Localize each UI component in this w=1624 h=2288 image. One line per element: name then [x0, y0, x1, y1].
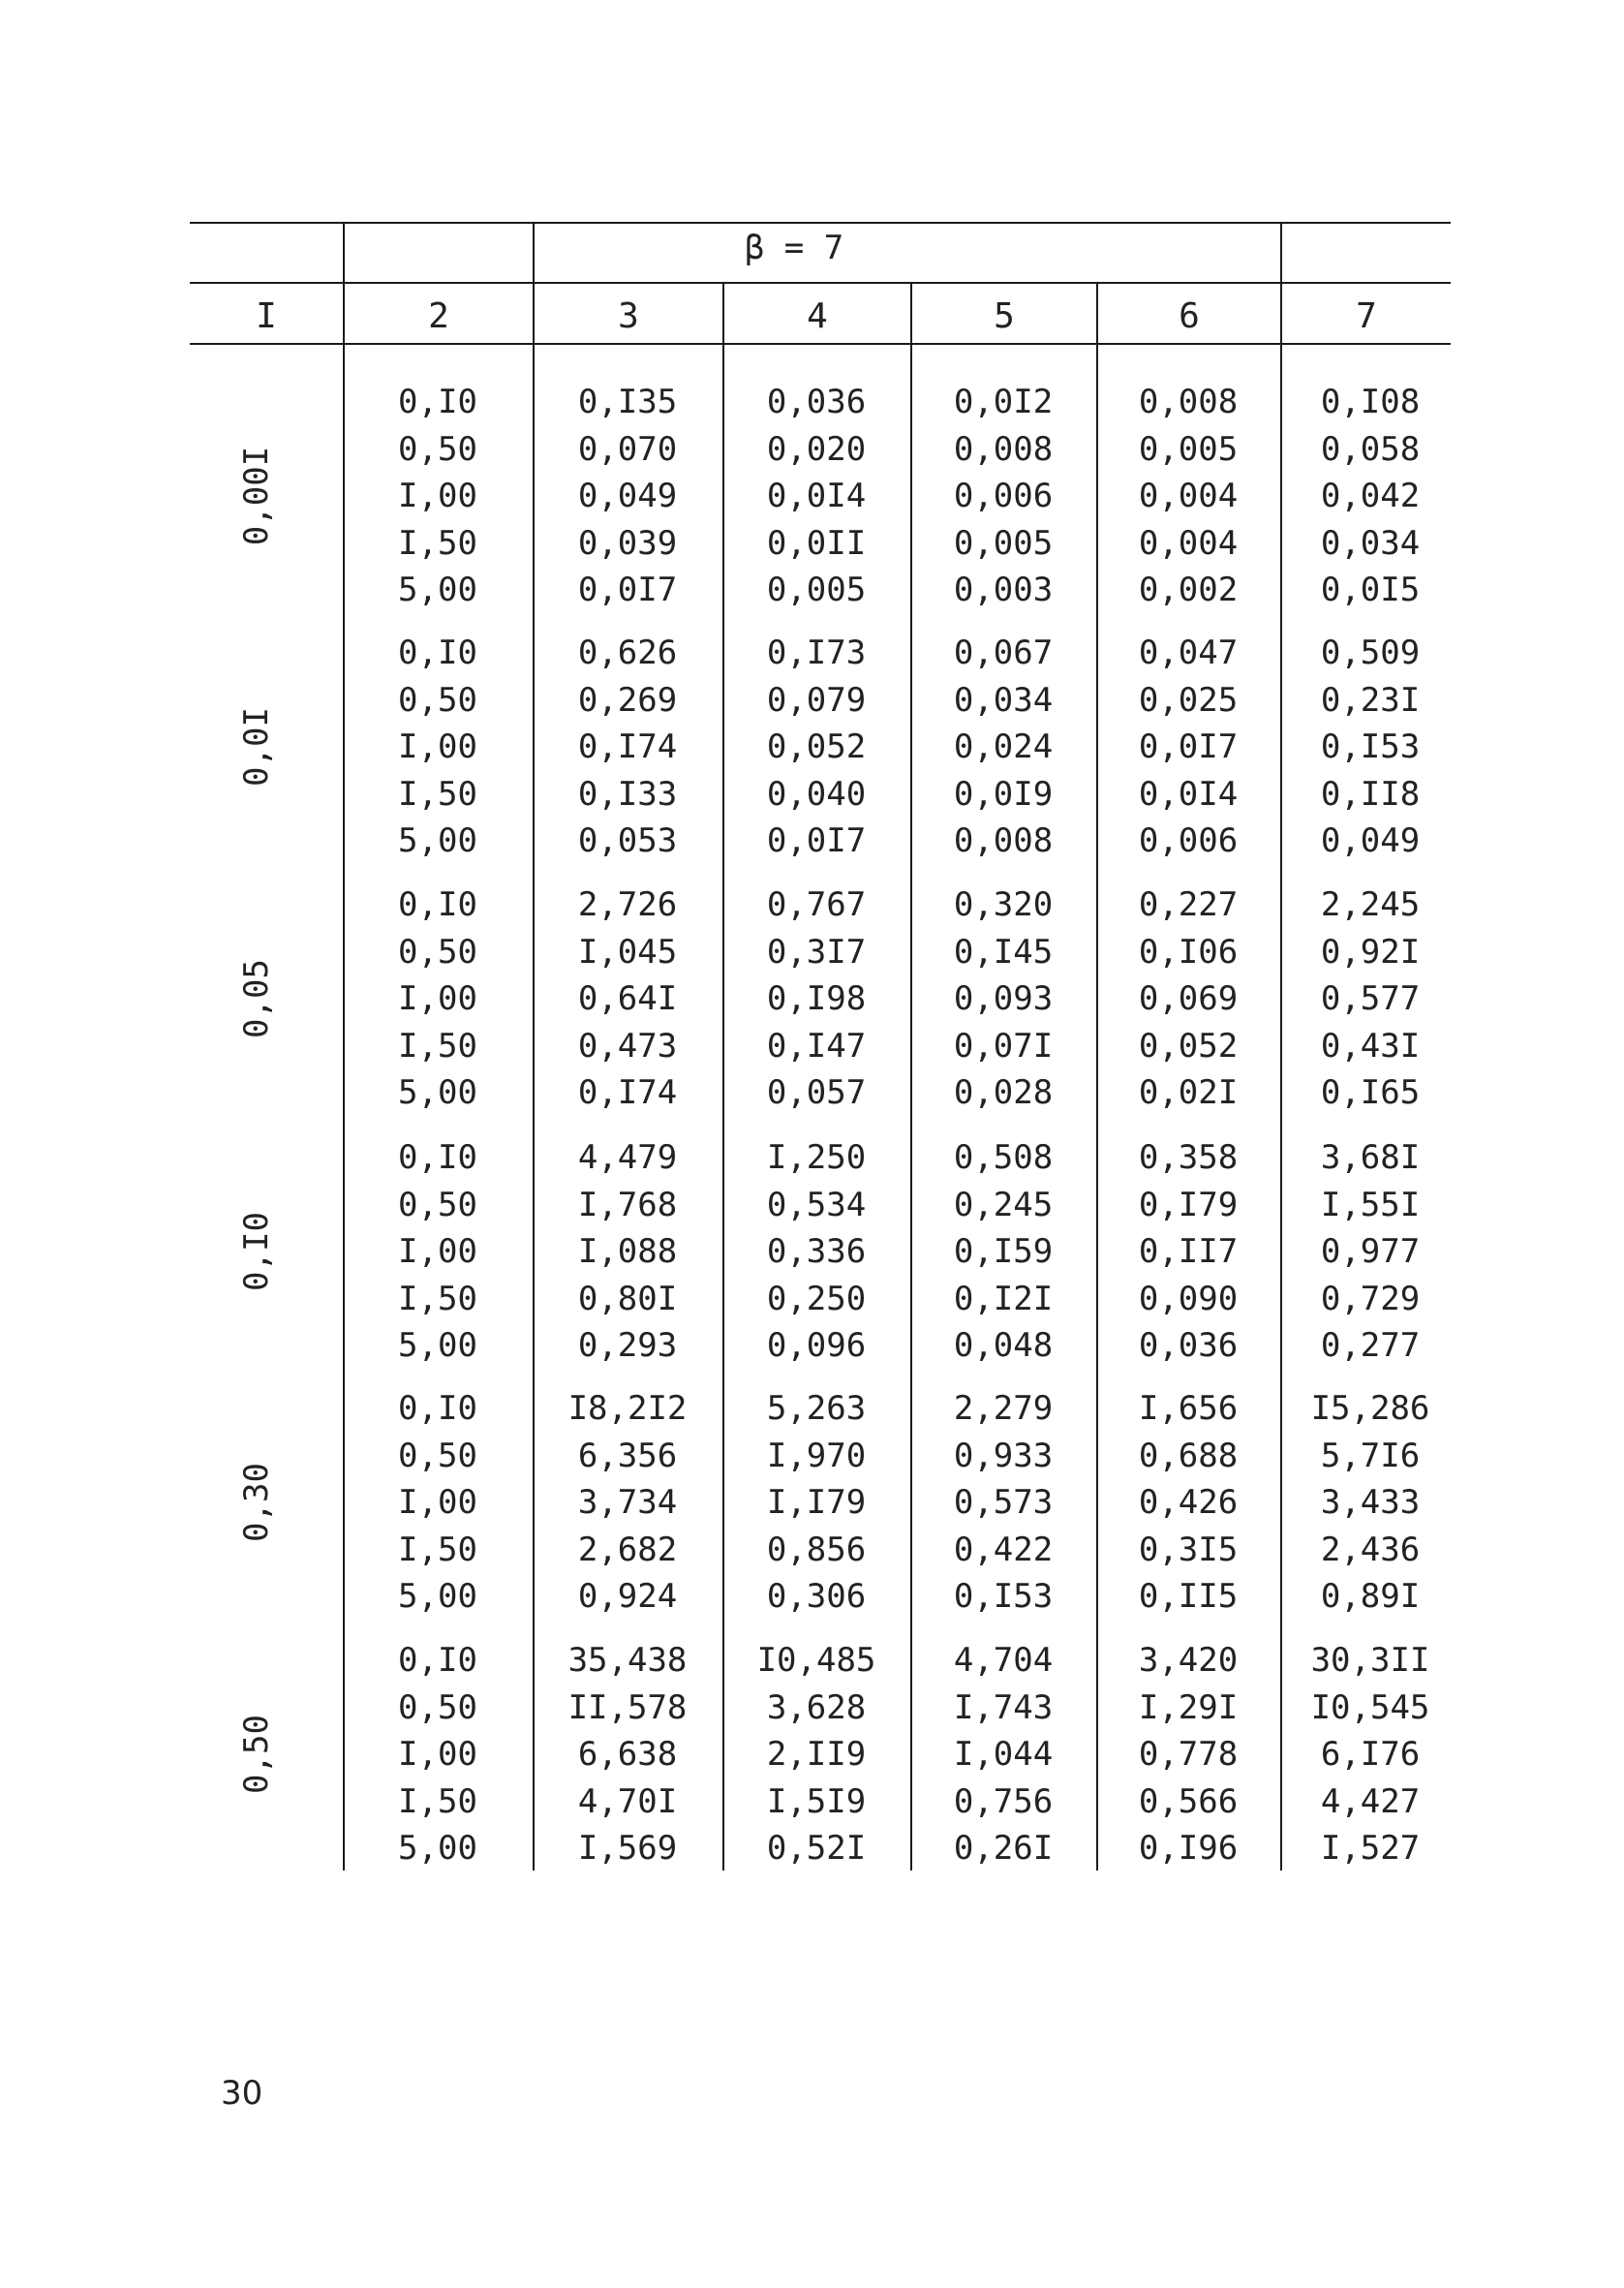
table-cell: 0,577: [1320, 979, 1421, 1018]
group-label: 0,50: [237, 1715, 276, 1794]
table-cell: 0,I74: [577, 727, 678, 766]
table-cell: I,50: [398, 1781, 477, 1821]
table-cell: 0,025: [1138, 680, 1239, 720]
table-cell: 0,053: [577, 821, 678, 860]
table-cell: 0,50: [398, 1436, 477, 1475]
table-cell: 0,II5: [1138, 1577, 1239, 1616]
table-cell: 30,3II: [1310, 1641, 1430, 1680]
table-cell: 0,003: [953, 571, 1054, 609]
group-label: 0,05: [237, 959, 276, 1038]
table-cell: I,00: [398, 1232, 477, 1271]
table-cell: 0,I0: [398, 634, 477, 672]
table-cell: 0,320: [953, 885, 1054, 924]
table-cell: 0,02I: [1138, 1073, 1239, 1112]
table-cell: 4,427: [1320, 1781, 1421, 1821]
table-cell: 0,856: [766, 1530, 867, 1569]
table-cell: 0,008: [953, 429, 1054, 469]
table-cell: 0,I53: [1320, 727, 1421, 766]
table-cell: 0,048: [953, 1326, 1054, 1365]
table-cell: 0,036: [766, 383, 867, 421]
table-cell: 2,245: [1320, 885, 1421, 924]
table-cell: 0,50: [398, 1185, 477, 1224]
table-cell: 4,704: [953, 1641, 1054, 1680]
table-cell: I,044: [953, 1735, 1054, 1774]
table-cell: 0,002: [1138, 571, 1239, 609]
table-cell: 0,0II: [766, 523, 867, 563]
table-cell: 0,07I: [953, 1026, 1054, 1066]
table-cell: I,55I: [1320, 1185, 1421, 1224]
table-cell: 0,767: [766, 885, 867, 924]
table-cell: 0,I2I: [953, 1279, 1054, 1318]
table-cell: 0,509: [1320, 634, 1421, 672]
table-cell: 0,039: [577, 523, 678, 563]
table-cell: I,50: [398, 774, 477, 814]
table-cell: 0,049: [577, 477, 678, 515]
header-bottom-rule: [190, 343, 1451, 345]
table-cell: 0,006: [953, 477, 1054, 515]
table-cell: 0,004: [1138, 523, 1239, 563]
table-cell: 35,438: [567, 1641, 688, 1680]
table-cell: 0,0I4: [1138, 774, 1239, 814]
group-label: 0,30: [237, 1463, 276, 1542]
table-cell: 0,50: [398, 932, 477, 972]
table-cell: I,50: [398, 1026, 477, 1066]
table-cell: 0,069: [1138, 979, 1239, 1018]
table-cell: 4,70I: [577, 1781, 678, 1821]
table-cell: 0,I98: [766, 979, 867, 1018]
table-cell: 2,436: [1320, 1530, 1421, 1569]
table-cell: 3,420: [1138, 1641, 1239, 1680]
table-cell: 0,008: [1138, 383, 1239, 421]
table-cell: I0,545: [1310, 1687, 1430, 1727]
table-cell: 0,0I7: [1138, 727, 1239, 766]
table-cell: 0,729: [1320, 1279, 1421, 1318]
table-cell: 0,566: [1138, 1781, 1239, 1821]
table-cell: 0,0I4: [766, 477, 867, 515]
col-rule-5: [1096, 282, 1098, 1871]
table-cell: 5,00: [398, 1577, 477, 1616]
top-rule: [190, 222, 1451, 224]
table-cell: I,768: [577, 1185, 678, 1224]
table-cell: 6,638: [577, 1735, 678, 1774]
table-cell: 0,052: [766, 727, 867, 766]
table-cell: 0,057: [766, 1073, 867, 1112]
table-cell: I,50: [398, 1530, 477, 1569]
table-cell: I,045: [577, 932, 678, 972]
table-cell: 0,0I2: [953, 383, 1054, 421]
table-cell: 0,028: [953, 1073, 1054, 1112]
table-cell: I5,286: [1310, 1389, 1430, 1428]
table-cell: 0,23I: [1320, 680, 1421, 720]
table-cell: 0,688: [1138, 1436, 1239, 1475]
table-cell: 0,I0: [398, 1138, 477, 1177]
table-cell: 0,3I5: [1138, 1530, 1239, 1569]
table-cell: I,743: [953, 1687, 1054, 1727]
table-cell: II,578: [567, 1687, 688, 1727]
column-header-3: 3: [618, 296, 639, 336]
table-cell: 0,II8: [1320, 774, 1421, 814]
table-cell: 0,I06: [1138, 932, 1239, 972]
table-cell: 3,628: [766, 1687, 867, 1727]
table-cell: 0,034: [953, 680, 1054, 720]
table-cell: 0,778: [1138, 1735, 1239, 1774]
table-cell: I,50: [398, 1279, 477, 1318]
column-header-1: I: [256, 296, 277, 336]
table-cell: 0,227: [1138, 885, 1239, 924]
table-cell: 2,279: [953, 1389, 1054, 1428]
table-cell: 0,0I7: [577, 571, 678, 609]
table-cell: I,970: [766, 1436, 867, 1475]
table-cell: 0,43I: [1320, 1026, 1421, 1066]
table-cell: 0,004: [1138, 477, 1239, 515]
beta-header: β = 7: [744, 229, 844, 267]
table-cell: 0,I65: [1320, 1073, 1421, 1112]
table-cell: I,00: [398, 1483, 477, 1522]
table-cell: I,50: [398, 523, 477, 563]
table-cell: I,527: [1320, 1829, 1421, 1868]
table-cell: 0,I45: [953, 932, 1054, 972]
table-cell: 0,052: [1138, 1026, 1239, 1066]
table-cell: 6,356: [577, 1436, 678, 1475]
table-cell: 0,024: [953, 727, 1054, 766]
table-cell: 0,006: [1138, 821, 1239, 860]
table-cell: 0,047: [1138, 634, 1239, 672]
table-cell: 0,090: [1138, 1279, 1239, 1318]
table-cell: I,088: [577, 1232, 678, 1271]
table-cell: 0,036: [1138, 1326, 1239, 1365]
table-cell: 0,50: [398, 680, 477, 720]
col-rule-2: [533, 222, 535, 1871]
table-cell: 6,I76: [1320, 1735, 1421, 1774]
table-cell: 0,26I: [953, 1829, 1054, 1868]
table-cell: 5,00: [398, 571, 477, 609]
table-cell: 0,096: [766, 1326, 867, 1365]
table-cell: 2,726: [577, 885, 678, 924]
group-label: 0,00I: [237, 446, 276, 546]
table-cell: 0,034: [1320, 523, 1421, 563]
col-rule-4: [910, 282, 912, 1871]
table-cell: 0,II7: [1138, 1232, 1239, 1271]
table-cell: 5,263: [766, 1389, 867, 1428]
table-cell: 0,I59: [953, 1232, 1054, 1271]
table-cell: 0,933: [953, 1436, 1054, 1475]
table-cell: 0,269: [577, 680, 678, 720]
table-cell: I,29I: [1138, 1687, 1239, 1727]
table-cell: 0,50: [398, 1687, 477, 1727]
table-cell: I,250: [766, 1138, 867, 1177]
table-cell: I,00: [398, 727, 477, 766]
table-cell: 0,293: [577, 1326, 678, 1365]
table-cell: I,569: [577, 1829, 678, 1868]
table-cell: 0,80I: [577, 1279, 678, 1318]
table-cell: 5,7I6: [1320, 1436, 1421, 1475]
table-cell: 5,00: [398, 1073, 477, 1112]
table-cell: 3,433: [1320, 1483, 1421, 1522]
table-cell: 0,358: [1138, 1138, 1239, 1177]
table-cell: 0,277: [1320, 1326, 1421, 1365]
table-cell: 3,68I: [1320, 1138, 1421, 1177]
table-cell: 0,0I9: [953, 774, 1054, 814]
table-cell: 5,00: [398, 821, 477, 860]
table-cell: I,5I9: [766, 1781, 867, 1821]
col-rule-6: [1280, 222, 1282, 1871]
col-rule-1: [343, 222, 345, 1871]
table-cell: 0,0I5: [1320, 571, 1421, 609]
table-cell: I,00: [398, 1735, 477, 1774]
table-cell: I,00: [398, 979, 477, 1018]
table-cell: 0,I0: [398, 1641, 477, 1680]
table-cell: 0,426: [1138, 1483, 1239, 1522]
table-cell: 0,534: [766, 1185, 867, 1224]
table-cell: 0,50: [398, 429, 477, 469]
beta-rule: [190, 282, 1451, 284]
column-header-6: 6: [1179, 296, 1200, 336]
table-cell: 0,093: [953, 979, 1054, 1018]
table-cell: 0,I0: [398, 383, 477, 421]
table-cell: 0,042: [1320, 477, 1421, 515]
table-cell: 0,422: [953, 1530, 1054, 1569]
table-cell: I,656: [1138, 1389, 1239, 1428]
table-cell: I,00: [398, 477, 477, 515]
table-cell: 0,I96: [1138, 1829, 1239, 1868]
column-header-5: 5: [994, 296, 1015, 336]
table-cell: I,I79: [766, 1483, 867, 1522]
table-cell: 0,067: [953, 634, 1054, 672]
table-cell: I8,2I2: [567, 1389, 688, 1428]
table-cell: 2,II9: [766, 1735, 867, 1774]
table-cell: 2,682: [577, 1530, 678, 1569]
column-header-2: 2: [428, 296, 449, 336]
table-cell: 0,250: [766, 1279, 867, 1318]
table-cell: 0,008: [953, 821, 1054, 860]
table-cell: 0,020: [766, 429, 867, 469]
table-cell: 0,977: [1320, 1232, 1421, 1271]
table-cell: 0,52I: [766, 1829, 867, 1868]
table-cell: 0,92I: [1320, 932, 1421, 972]
table-cell: 0,I35: [577, 383, 678, 421]
table-cell: 0,005: [953, 523, 1054, 563]
table-cell: 0,005: [766, 571, 867, 609]
table-cell: 0,3I7: [766, 932, 867, 972]
table-cell: 0,I33: [577, 774, 678, 814]
table-cell: 0,070: [577, 429, 678, 469]
table-cell: 0,626: [577, 634, 678, 672]
table-cell: 4,479: [577, 1138, 678, 1177]
table-cell: 0,306: [766, 1577, 867, 1616]
table-cell: 0,040: [766, 774, 867, 814]
table-cell: 0,573: [953, 1483, 1054, 1522]
column-header-7: 7: [1356, 296, 1377, 336]
table-cell: 0,005: [1138, 429, 1239, 469]
table-cell: 5,00: [398, 1326, 477, 1365]
table-cell: 0,I73: [766, 634, 867, 672]
group-label: 0,I0: [237, 1212, 276, 1291]
table-cell: 0,I0: [398, 885, 477, 924]
table-cell: 0,I74: [577, 1073, 678, 1112]
table-cell: 0,049: [1320, 821, 1421, 860]
table-cell: 0,89I: [1320, 1577, 1421, 1616]
table-cell: 5,00: [398, 1829, 477, 1868]
table-cell: 0,I0: [398, 1389, 477, 1428]
group-label: 0,0I: [237, 707, 276, 787]
table-cell: 0,I79: [1138, 1185, 1239, 1224]
table-cell: 0,I53: [953, 1577, 1054, 1616]
table-cell: 0,I08: [1320, 383, 1421, 421]
table-cell: 0,756: [953, 1781, 1054, 1821]
table-cell: 0,I47: [766, 1026, 867, 1066]
table-cell: 0,079: [766, 680, 867, 720]
table-cell: 0,245: [953, 1185, 1054, 1224]
table-cell: 3,734: [577, 1483, 678, 1522]
table-cell: 0,0I7: [766, 821, 867, 860]
col-rule-3: [722, 282, 724, 1871]
page-number: 30: [221, 2074, 263, 2113]
table-cell: 0,64I: [577, 979, 678, 1018]
table-cell: 0,058: [1320, 429, 1421, 469]
column-header-4: 4: [807, 296, 828, 336]
table-cell: 0,473: [577, 1026, 678, 1066]
table-cell: 0,508: [953, 1138, 1054, 1177]
table-cell: 0,336: [766, 1232, 867, 1271]
table-cell: I0,485: [756, 1641, 876, 1680]
table-cell: 0,924: [577, 1577, 678, 1616]
